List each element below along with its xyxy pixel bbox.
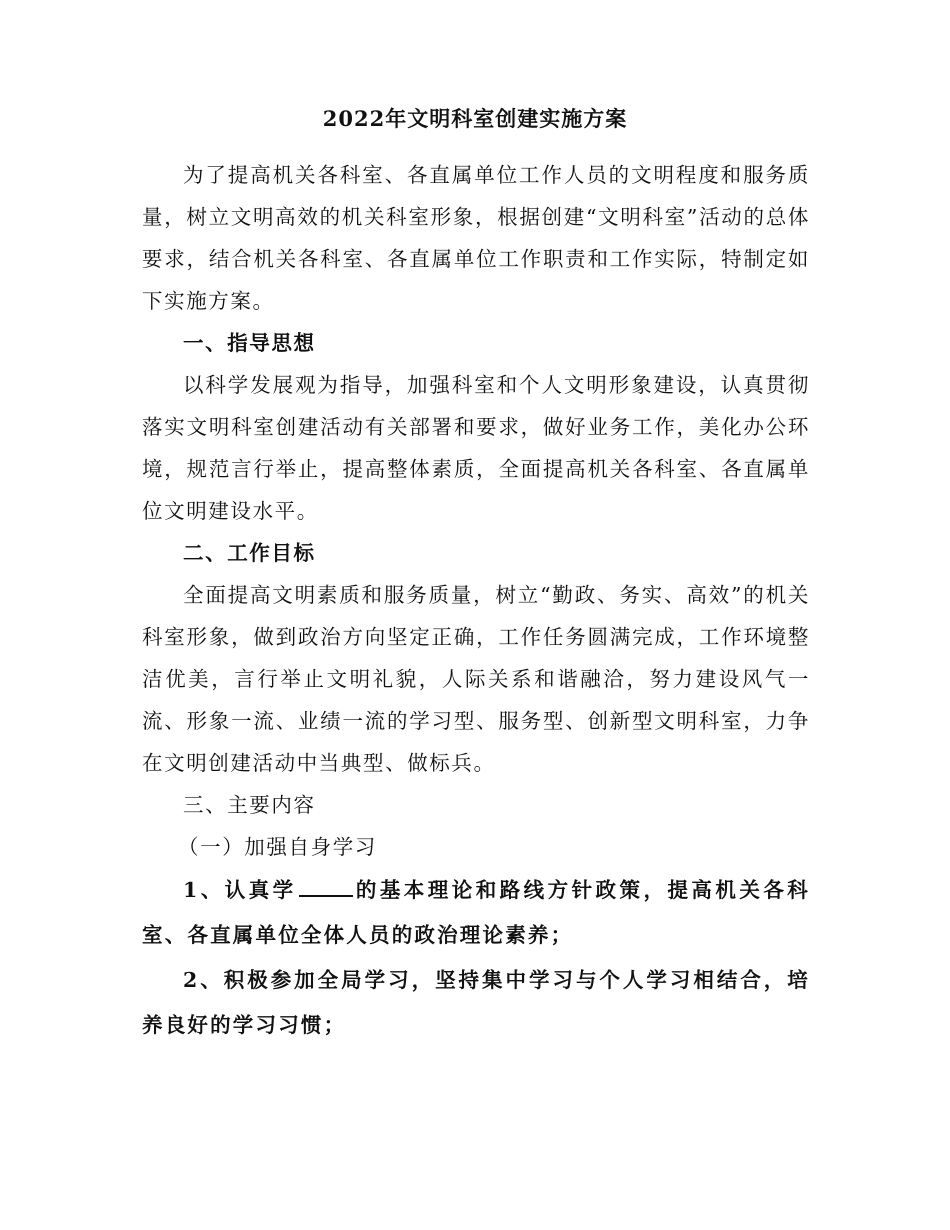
fill-in-blank: [299, 877, 353, 897]
list-item-1-text-end: 的基本理论和路线方针政策，提高机关各科室、各直属单位全体人员的政治理论素养；: [142, 878, 810, 947]
list-item-1: [142, 868, 810, 958]
intro-paragraph: 为了提高机关各科室、各直属单位工作人员的文明程度和服务质量，树立文明高效的机关科室形象，根据创建“文明科室”活动的总体要求，结合机关各科室、各直属单位工作职责和工作实际，特制定如下实施方案。: [142, 163, 810, 313]
work-goals-paragraph: 全面提高文明素质和服务质量，树立“勤政、务实、高效”的机关科室形象，做到政治方向坚定正确，工作任务圆满完成，工作环境整洁优美，言行举止文明礼貌，人际关系和谐融洽，努力建设风气一流、形象一流、业绩一流的学习型、服务型、创新型文明科室，力争在文明创建活动中当典型、做标兵。: [142, 583, 810, 775]
section-heading-work-goals: 二、工作目标: [183, 541, 316, 565]
list-item-1-text-start: 1、认真学: [183, 878, 297, 902]
document-body: [142, 154, 810, 1048]
section-heading-guiding-ideology: 一、指导思想: [183, 331, 316, 355]
guiding-ideology-paragraph: 以科学发展观为指导，加强科室和个人文明形象建设，认真贯彻落实文明科室创建活动有关部署和要求，做好业务工作，美化办公环境，规范言行举止，提高整体素质，全面提高机关各科室、各直属单位文明建设水平。: [142, 373, 810, 523]
list-item-2: 2、积极参加全局学习，坚持集中学习与个人学习相结合，培养良好的学习习惯；: [142, 968, 810, 1037]
section-heading-main-content: 三、主要内容: [183, 793, 316, 817]
subsection-heading-self-study: （一）加强自身学习: [178, 835, 377, 859]
document-title: 2022年文明科室创建实施方案: [322, 106, 628, 131]
